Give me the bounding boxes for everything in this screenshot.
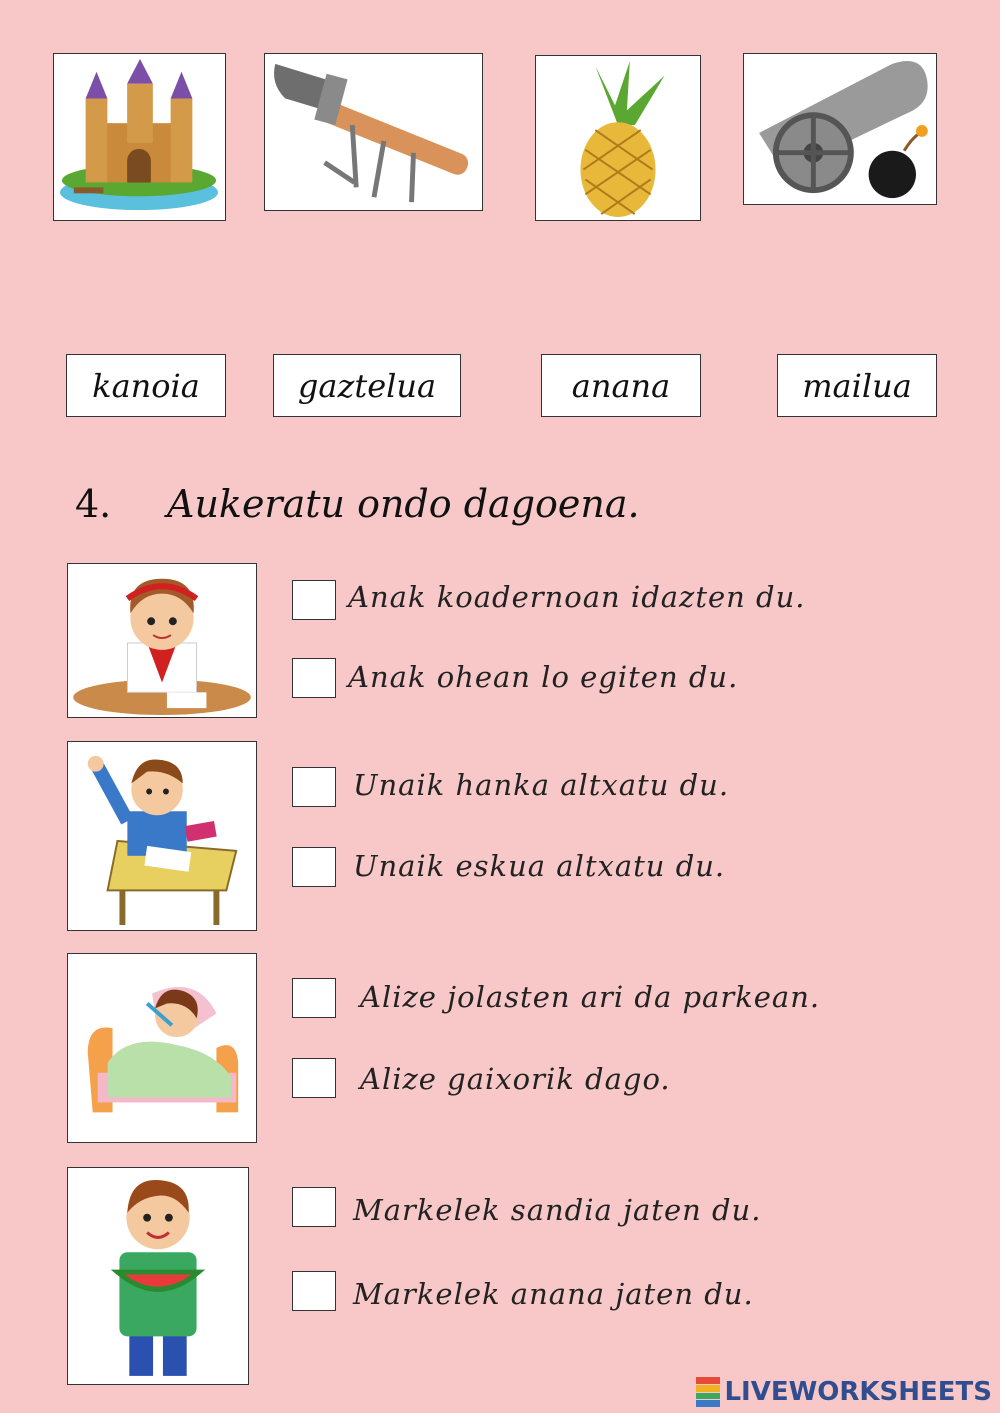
answer-option: Alize jolasten ari da parkean.	[360, 980, 821, 1014]
boy-raising-hand-icon	[68, 742, 256, 930]
cannon-image	[743, 53, 937, 205]
castle-image	[53, 53, 226, 221]
word-card[interactable]: mailua	[777, 354, 937, 417]
answer-option: Anak ohean lo egiten du.	[348, 660, 739, 694]
answer-checkbox[interactable]	[292, 1058, 336, 1098]
logo-text: LIVEWORKSHEETS	[724, 1377, 992, 1407]
sick-girl-in-bed-icon	[68, 954, 256, 1142]
word-card[interactable]: gaztelua	[273, 354, 461, 417]
answer-option: Markelek anana jaten du.	[353, 1277, 754, 1311]
word-card[interactable]: anana	[541, 354, 701, 417]
hammer-image	[264, 53, 483, 211]
pineapple-icon	[536, 56, 700, 220]
liveworksheets-logo	[696, 1377, 992, 1407]
cannon-icon	[744, 54, 936, 204]
answer-checkbox[interactable]	[292, 580, 336, 620]
question-image-sick-girl	[67, 953, 257, 1143]
castle-icon	[54, 54, 225, 220]
answer-option: Markelek sandia jaten du.	[353, 1193, 762, 1227]
answer-checkbox[interactable]	[292, 978, 336, 1018]
section-title: Aukeratu ondo dagoena.	[167, 482, 640, 526]
answer-checkbox[interactable]	[292, 658, 336, 698]
answer-option: Anak koadernoan idazten du.	[348, 580, 806, 614]
answer-checkbox[interactable]	[292, 847, 336, 887]
question-image-girl-writing	[67, 563, 257, 718]
hammer-icon	[265, 54, 482, 210]
section-number: 4.	[75, 482, 112, 526]
boy-eating-watermelon-icon	[68, 1168, 248, 1384]
answer-option: Unaik eskua altxatu du.	[353, 849, 726, 883]
girl-writing-icon	[68, 564, 256, 717]
question-image-boy-eating	[67, 1167, 249, 1385]
answer-option: Alize gaixorik dago.	[360, 1062, 671, 1096]
pineapple-image	[535, 55, 701, 221]
answer-option: Unaik hanka altxatu du.	[353, 768, 730, 802]
question-image-boy-raising-hand	[67, 741, 257, 931]
section-heading	[75, 482, 640, 526]
logo-mark-icon	[696, 1377, 720, 1407]
answer-checkbox[interactable]	[292, 1187, 336, 1227]
word-card[interactable]: kanoia	[66, 354, 226, 417]
answer-checkbox[interactable]	[292, 767, 336, 807]
answer-checkbox[interactable]	[292, 1271, 336, 1311]
